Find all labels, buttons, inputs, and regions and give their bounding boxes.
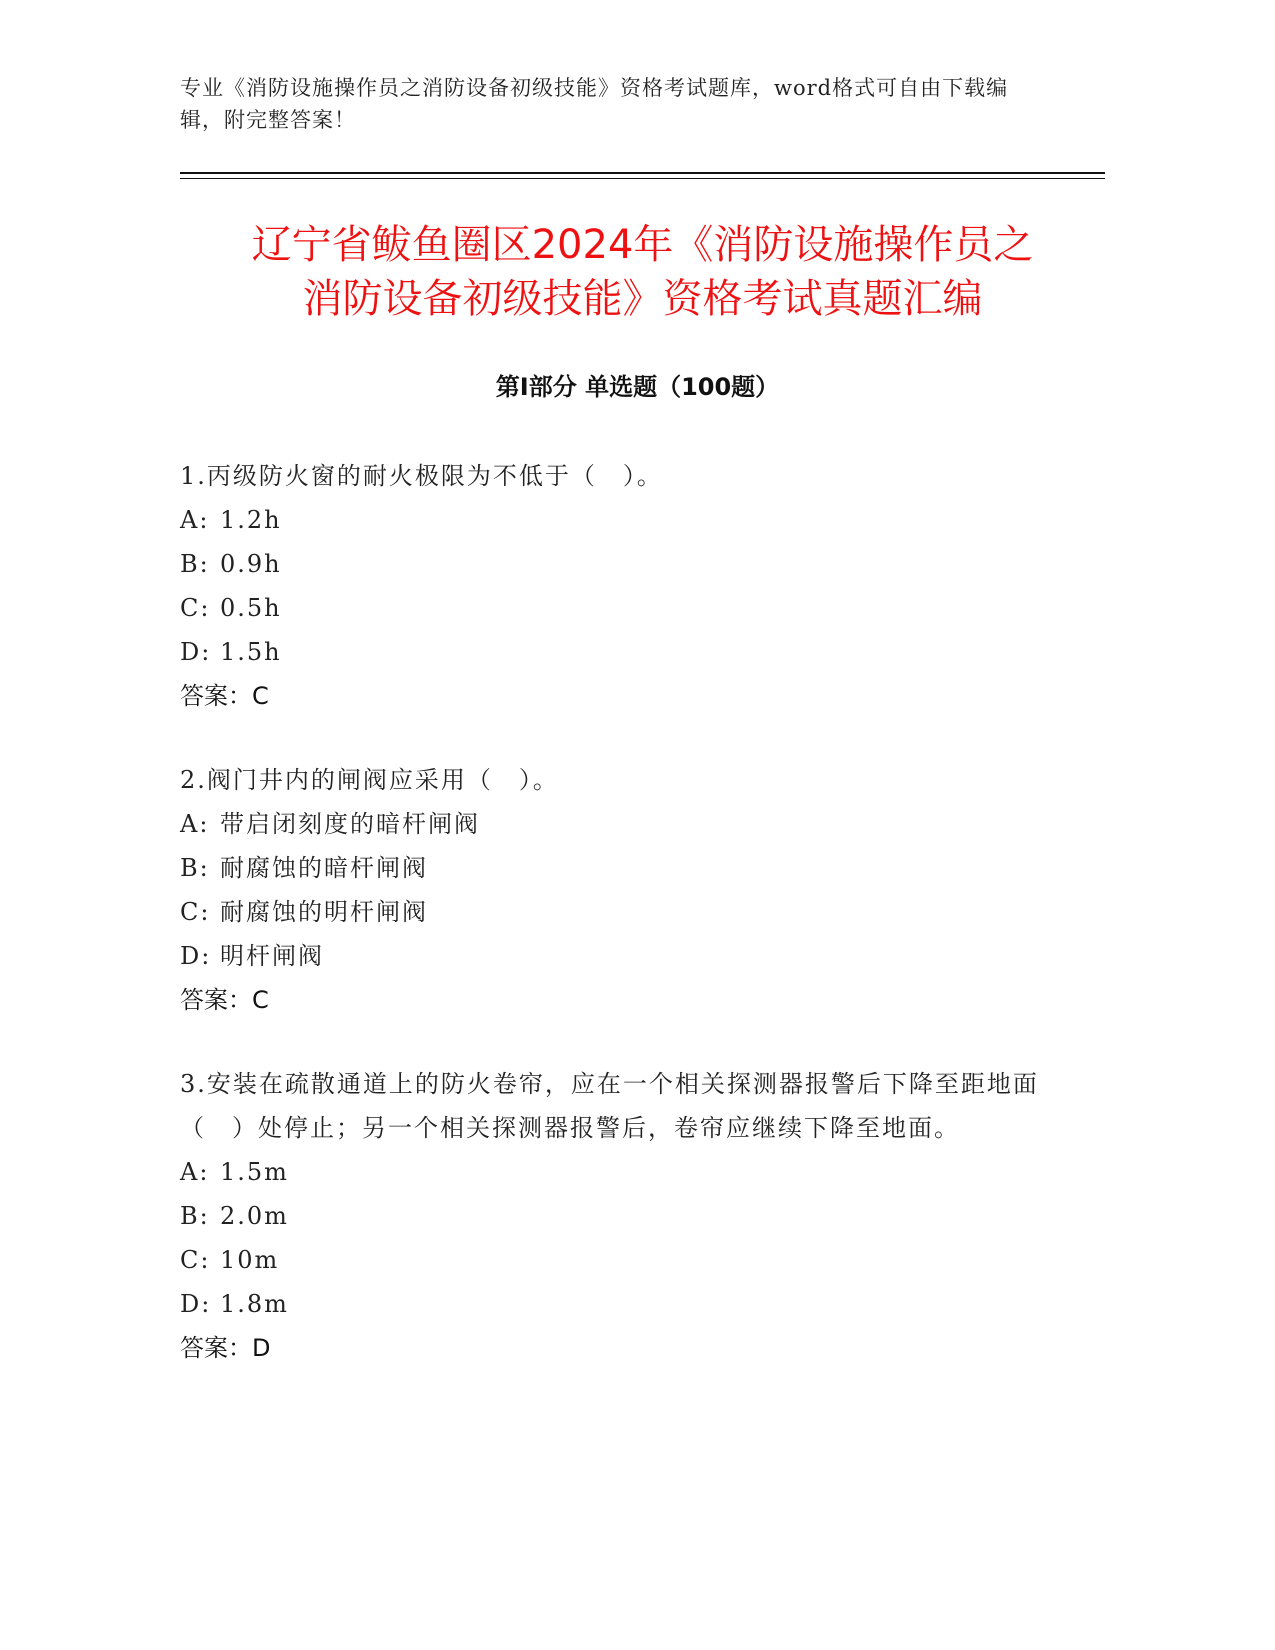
option-text: 带启闭刻度的暗杆闸阀 — [220, 810, 480, 838]
option-text: 1.8m — [220, 1290, 289, 1318]
question-2 — [180, 758, 1060, 1022]
document-title-line-2: 消防设备初级技能》资格考试真题汇编 — [302, 276, 983, 322]
document-title — [150, 218, 1135, 326]
option-text: 1.2h — [220, 506, 282, 534]
option-text: 耐腐蚀的明杆闸阀 — [220, 898, 428, 926]
option-text: 1.5h — [220, 638, 282, 666]
question-1 — [180, 454, 1060, 718]
option-text: 0.9h — [220, 550, 282, 578]
option-letter: B: — [180, 1202, 210, 1230]
option-b — [180, 542, 1060, 586]
option-a — [180, 802, 1060, 846]
answer-label: 答案：D — [180, 1334, 271, 1362]
option-c — [180, 1238, 1060, 1282]
option-text: 明杆闸阀 — [220, 942, 324, 970]
option-c — [180, 890, 1060, 934]
option-letter: A: — [180, 810, 210, 838]
option-letter: D: — [180, 638, 212, 666]
option-letter: C: — [180, 1246, 211, 1274]
option-letter: C: — [180, 898, 211, 926]
option-letter: C: — [180, 594, 211, 622]
option-b — [180, 1194, 1060, 1238]
option-d — [180, 1282, 1060, 1326]
option-d — [180, 630, 1060, 674]
option-c — [180, 586, 1060, 630]
answer-label: 答案：C — [180, 986, 269, 1014]
document-title-line-1: 辽宁省鲅鱼圈区2024年《消防设施操作员之 — [251, 222, 1034, 268]
option-text: 0.5h — [220, 594, 282, 622]
question-stem: 3.安装在疏散通道上的防火卷帘，应在一个相关探测器报警后下降至距地面（ ）处停止；另一个相关探测器报警后，卷帘应继续下降至地面。 — [180, 1070, 1039, 1142]
option-text: 1.5m — [220, 1158, 289, 1186]
option-a — [180, 498, 1060, 542]
option-a — [180, 1150, 1060, 1194]
header-divider-thick — [180, 172, 1105, 174]
header-note: 专业《消防设施操作员之消防设备初级技能》资格考试题库，word格式可自由下载编辑，附完整答案！ — [180, 76, 1009, 132]
question-stem: 2.阀门井内的闸阀应采用（ ）。 — [180, 766, 559, 794]
question-3 — [180, 1062, 1060, 1370]
option-letter: D: — [180, 1290, 212, 1318]
option-letter: D: — [180, 942, 212, 970]
section-heading: 第Ⅰ部分 单选题（100题） — [495, 373, 780, 401]
option-letter: B: — [180, 854, 210, 882]
option-letter: B: — [180, 550, 210, 578]
option-b — [180, 846, 1060, 890]
question-stem: 1.丙级防火窗的耐火极限为不低于（ ）。 — [180, 462, 663, 490]
option-text: 10m — [220, 1246, 280, 1274]
option-letter: A: — [180, 506, 210, 534]
option-text: 耐腐蚀的暗杆闸阀 — [220, 854, 428, 882]
option-text: 2.0m — [220, 1202, 289, 1230]
option-letter: A: — [180, 1158, 210, 1186]
option-d — [180, 934, 1060, 978]
answer-label: 答案：C — [180, 682, 269, 710]
header-divider-thin — [180, 178, 1105, 179]
